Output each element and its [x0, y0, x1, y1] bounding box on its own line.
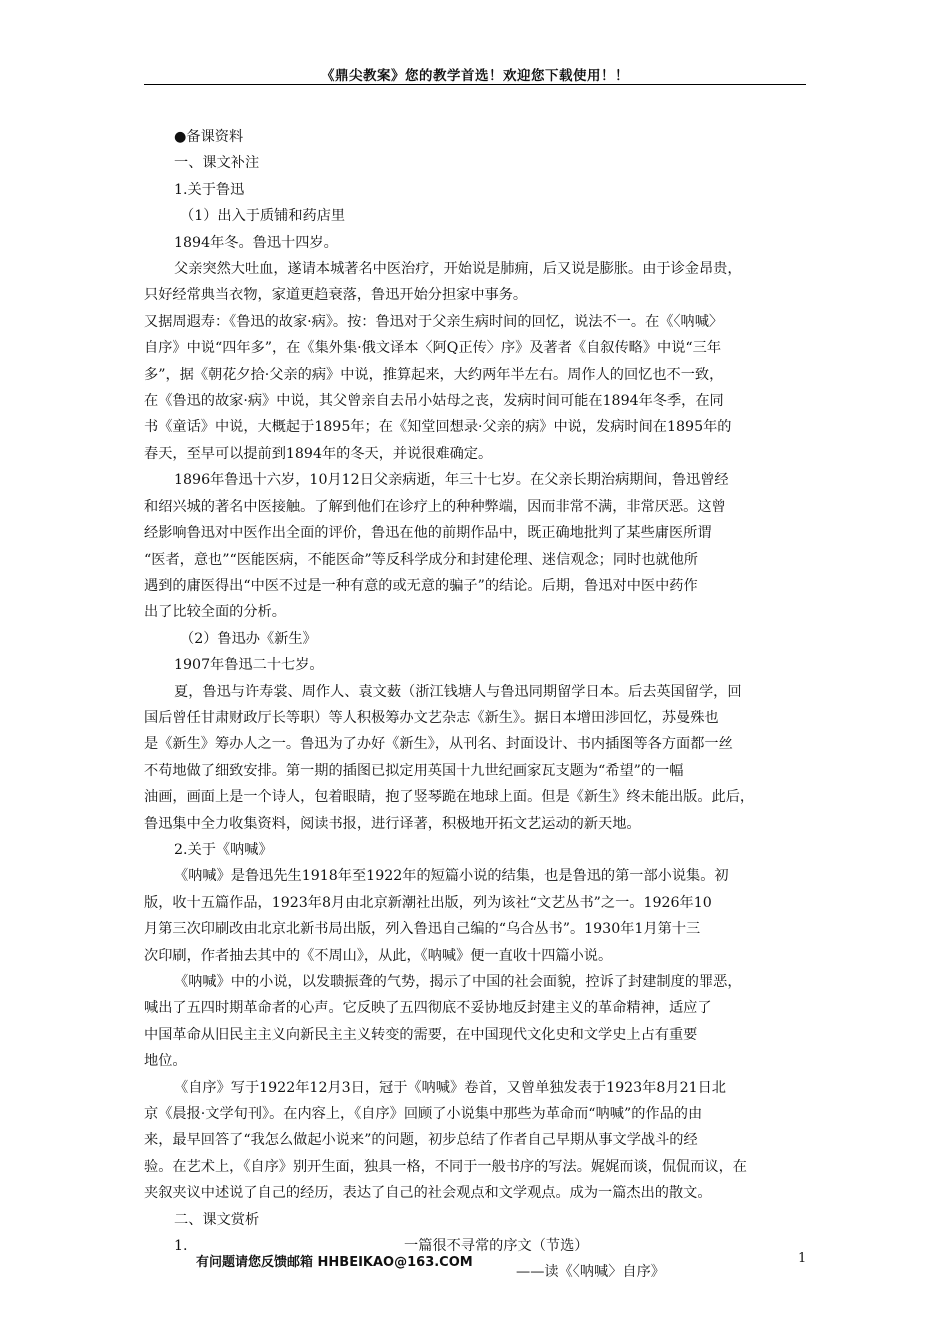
page-number: 1	[798, 1251, 807, 1266]
text-line: 喊出了五四时期革命者的心声。它反映了五四彻底不妥协地反封建主义的革命精神，适应了	[144, 1000, 712, 1017]
text-line: 春天，至早可以提前到1894年的冬天，并说很难确定。	[144, 445, 493, 462]
text-line: 《呐喊》是鲁迅先生1918年至1922年的短篇小说的结集，也是鲁迅的第一部小说集。初	[174, 868, 729, 885]
text-line: 不苟地做了细致安排。第一期的插图已拟定用英国十九世纪画家瓦支题为“希望”的一幅	[144, 762, 684, 779]
text-line: 鲁迅集中全力收集资料，阅读书报，进行译著，积极地开拓文艺运动的新天地。	[144, 815, 641, 832]
text-line: 夹叙夹议中述说了自己的经历，表达了自己的社会观点和文学观点。成为一篇杰出的散文。	[144, 1185, 712, 1202]
text-line: 国后曾任甘肃财政厅长等职）等人积极筹办文艺杂志《新生》。据日本增田涉回忆，苏曼殊也	[144, 709, 719, 726]
text-line: 遇到的庸医得出“中医不过是一种有意的或无意的骗子”的结论。后期，鲁迅对中医中药作	[144, 577, 698, 594]
text-line: 和绍兴城的著名中医接触。了解到他们在诊疗上的种种弊端，因而非常不满，非常厌恶。这曾	[144, 498, 726, 515]
heading-text-notes: 一、课文补注	[174, 155, 260, 172]
text-line: 出了比较全面的分析。	[144, 604, 286, 621]
paragraph-father-illness	[144, 256, 806, 309]
paragraph-1907: 1907年鲁迅二十七岁。	[174, 657, 324, 674]
article-number: 1.	[174, 1238, 188, 1255]
paragraph-summer	[144, 679, 806, 837]
text-line: 是《新生》筹办人之一。鲁迅为了办好《新生》，从刊名、封面设计、书内插图等各方面都一丝	[144, 736, 733, 753]
paragraph-nahan-significance	[144, 969, 806, 1075]
header-rule	[144, 84, 806, 85]
text-line: 1896年鲁迅十六岁，10月12日父亲病逝，年三十七岁。在父亲长期治病期间，鲁迅曾经	[174, 472, 729, 489]
heading-text-appreciation: 二、课文赏析	[174, 1211, 260, 1228]
text-line: 在《鲁迅的故家·病》中说，其父曾亲自去吊小姑母之丧，发病时间可能在1894年冬季，在同	[144, 393, 724, 410]
paragraph-preface	[144, 1075, 806, 1207]
subheading-pawnshop: （1）出入于质铺和药店里	[180, 208, 346, 225]
text-line: 多”，据《朝花夕拾·父亲的病》中说，推算起来，大约两年半左右。周作人的回忆也不一致，	[144, 366, 724, 383]
heading-about-nahan: 2.关于《呐喊》	[174, 841, 273, 858]
text-line: 自序》中说“四年多”，在《集外集·俄文译本〈阿Q正传〉序》及著者《自叙传略》中说“三年	[144, 340, 722, 357]
article-title: 一篇很不寻常的序文（节选）	[404, 1238, 589, 1255]
text-line: 验。在艺术上，《自序》别开生面，独具一格，不同于一般书序的写法。娓娓而谈，侃侃而议，在	[144, 1158, 747, 1175]
text-line: 月第三次印刷改由北京北新书局出版，列入鲁迅自己编的“乌合丛书”。1930年1月第十三	[144, 921, 701, 938]
text-line: 次印刷，作者抽去其中的《不周山》，从此，《呐喊》便一直收十四篇小说。	[144, 947, 613, 964]
article-subtitle: ——读《〈呐喊〉自序》	[516, 1264, 665, 1281]
text-line: 书《童话》中说，大概起于1895年；在《知堂回想录·父亲的病》中说，发病时间在1895年的	[144, 419, 732, 436]
document-body	[144, 124, 806, 1286]
paragraph-nahan-publication	[144, 863, 806, 969]
heading-prep-materials: ●备课资料	[174, 129, 244, 145]
text-line: 中国革命从旧民主主义向新民主主义转变的需要，在中国现代文化史和文学史上占有重要	[144, 1026, 698, 1043]
text-line: 只好经常典当衣物，家道更趋衰落，鲁迅开始分担家中事务。	[144, 287, 528, 304]
text-line: 经影响鲁迅对中医作出全面的评价，鲁迅在他的前期作品中，既正确地批判了某些庸医所谓	[144, 525, 712, 542]
text-line: 版，收十五篇作品，1923年8月由北京新潮社出版，列为该社“文艺丛书”之一。1926年10	[144, 894, 712, 911]
text-line: “医者，意也”“医能医病，不能医命”等反科学成分和封建伦理、迷信观念；同时也就他所	[144, 551, 698, 568]
subheading-xinsheng: （2）鲁迅办《新生》	[180, 630, 317, 647]
paragraph-1896	[144, 467, 806, 625]
text-line: 又据周遐寿：《鲁迅的故家·病》。按：鲁迅对于父亲生病时间的回忆，说法不一。在《〈呐喊〉	[144, 313, 724, 330]
text-line: 油画，画面上是一个诗人，包着眼睛，抱了竖琴跪在地球上面。但是《新生》终未能出版。此后，	[144, 789, 755, 806]
text-line: 来，最早回答了“我怎么做起小说来”的问题，初步总结了作者自己早期从事文学战斗的经	[144, 1132, 698, 1149]
text-line: 京《晨报·文学旬刊》。在内容上，《自序》回顾了小说集中那些为革命而“呐喊”的作品的由	[144, 1106, 703, 1123]
text-line: 《自序》写于1922年12月3日，冠于《呐喊》卷首，又曾单独发表于1923年8月21日北	[174, 1079, 726, 1096]
footer-feedback: 有问题请您反馈邮箱 HHBEIKAO@163.COM	[196, 1255, 473, 1270]
page-header: 《鼎尖教案》您的教学首选！欢迎您下载使用！！	[321, 68, 629, 84]
heading-about-luxun: 1.关于鲁迅	[174, 181, 245, 198]
paragraph-1894: 1894年冬。鲁迅十四岁。	[174, 234, 338, 251]
text-line: 地位。	[144, 1053, 187, 1070]
text-line: 《呐喊》中的小说，以发聩振聋的气势，揭示了中国的社会面貌，控诉了封建制度的罪恶，	[174, 974, 742, 990]
paragraph-zhou-xiashou	[144, 309, 806, 467]
text-line: 夏，鲁迅与许寿裳、周作人、袁文薮（浙江钱塘人与鲁迅同期留学日本。后去英国留学，回	[174, 683, 742, 700]
text-line: 父亲突然大吐血，遂请本城著名中医治疗，开始说是肺痈，后又说是膨胀。由于诊金昂贵，	[174, 261, 742, 278]
